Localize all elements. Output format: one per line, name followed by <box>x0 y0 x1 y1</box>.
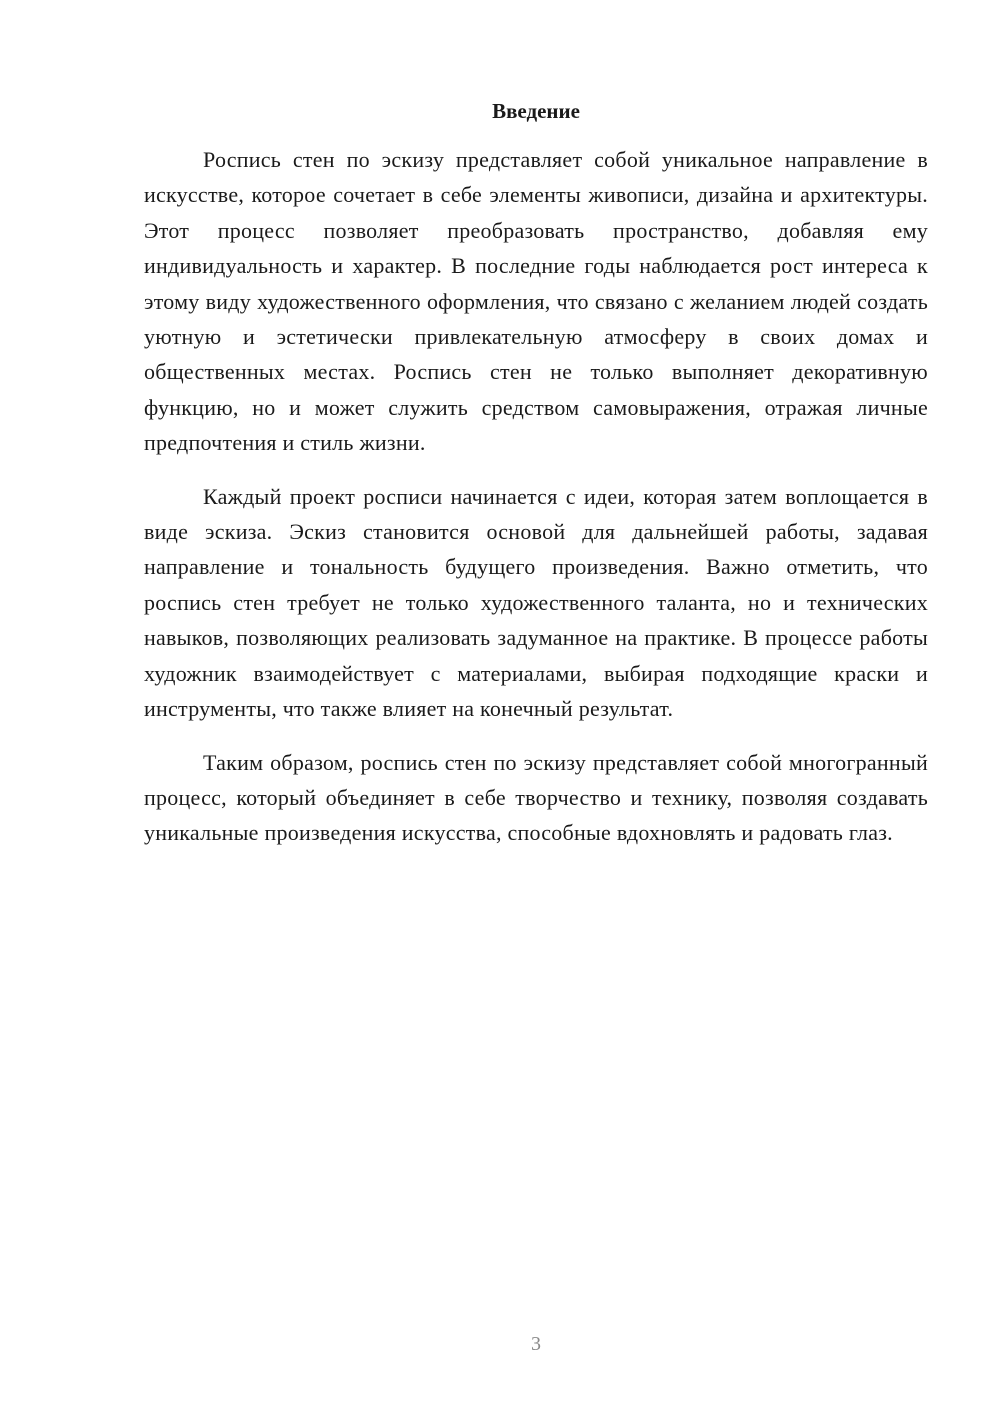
paragraph-2: Каждый проект росписи начинается с идеи, которая затем воплощается в виде эскиза. Эскиз становится основой для дальнейшей работы, задавая направление и тональность будущего произведения. Важно отметить, что роспись стен требует не только художественного таланта, но и технических навыков, позволяющих реализовать задуманное на практике. В процессе работы художник взаимодействует с материалами, выбирая подходящие краски и инструменты, что также влияет на конечный результат. <box>144 483 928 722</box>
section-heading: Введение <box>492 99 580 123</box>
paragraph-3: Таким образом, роспись стен по эскизу представляет собой многогранный процесс, который объединяет в себе творчество и технику, позволяя создавать уникальные произведения искусства, способные вдохновлять и радовать глаз. <box>144 749 928 846</box>
page-number: 3 <box>531 1333 541 1355</box>
paragraph-1: Роспись стен по эскизу представляет собой уникальное направление в искусстве, которое сочетает в себе элементы живописи, дизайна и архитектуры. Этот процесс позволяет преобразовать пространство, добавляя ему индивидуальность и характер. В последние годы наблюдается рост интереса к этому виду художественного оформления, что связано с желанием людей создать уютную и эстетически привлекательную атмосферу в своих домах и общественных местах. Роспись стен не только выполняет декоративную функцию, но и может служить средством самовыражения, отражая личные предпочтения и стиль жизни. <box>144 147 928 456</box>
body-text <box>144 142 928 869</box>
